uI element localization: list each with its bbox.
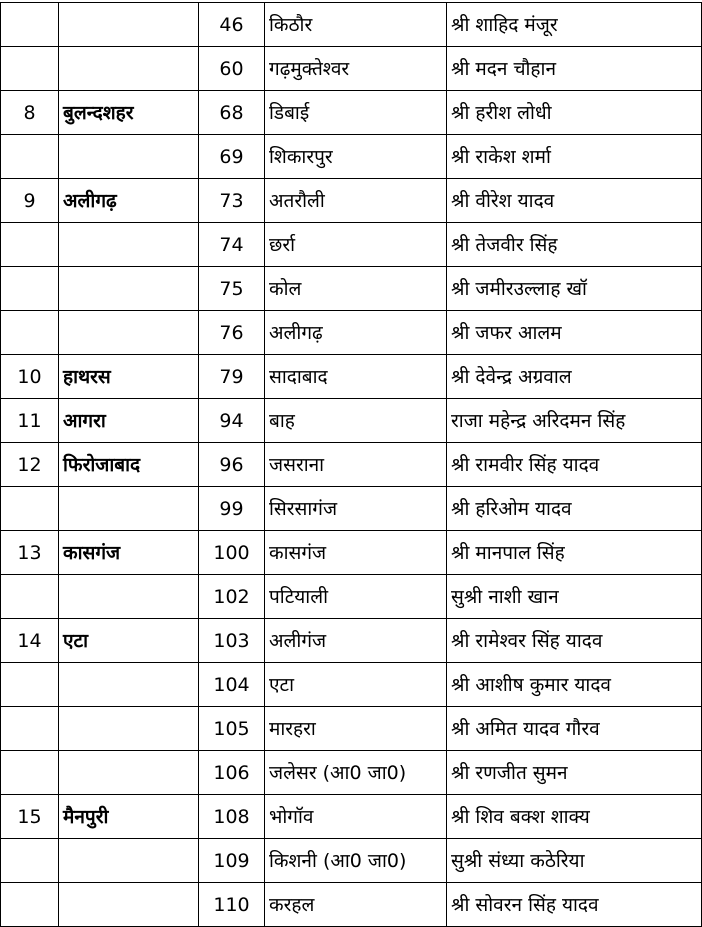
district-name-cell: अलीगढ़ bbox=[59, 179, 199, 223]
constituency-name-cell: एटा bbox=[265, 663, 447, 707]
constituency-number-cell: 46 bbox=[199, 3, 265, 47]
constituency-name-cell: करहल bbox=[265, 883, 447, 927]
district-name-cell: फिरोजाबाद bbox=[59, 443, 199, 487]
candidate-name-cell: श्री शाहिद मंजूर bbox=[447, 3, 702, 47]
constituency-number-cell: 60 bbox=[199, 47, 265, 91]
district-name-cell bbox=[59, 487, 199, 531]
candidate-name-cell: श्री रामवीर सिंह यादव bbox=[447, 443, 702, 487]
district-serial-cell: 9 bbox=[1, 179, 59, 223]
candidate-name-cell: सुश्री नाशी खान bbox=[447, 575, 702, 619]
candidate-name-cell: श्री आशीष कुमार यादव bbox=[447, 663, 702, 707]
district-name-cell: कासगंज bbox=[59, 531, 199, 575]
district-serial-cell bbox=[1, 47, 59, 91]
candidate-name-cell: श्री रणजीत सुमन bbox=[447, 751, 702, 795]
table-row bbox=[1, 443, 702, 487]
candidate-name-cell: श्री मदन चौहान bbox=[447, 47, 702, 91]
table-row bbox=[1, 91, 702, 135]
table-row bbox=[1, 883, 702, 927]
table-row bbox=[1, 575, 702, 619]
table-row bbox=[1, 135, 702, 179]
district-serial-cell bbox=[1, 663, 59, 707]
district-serial-cell: 15 bbox=[1, 795, 59, 839]
district-serial-cell bbox=[1, 707, 59, 751]
district-name-cell bbox=[59, 311, 199, 355]
constituency-name-cell: किशनी (आ0 जा0) bbox=[265, 839, 447, 883]
district-serial-cell bbox=[1, 311, 59, 355]
constituency-number-cell: 100 bbox=[199, 531, 265, 575]
district-serial-cell bbox=[1, 223, 59, 267]
constituency-name-cell: सादाबाद bbox=[265, 355, 447, 399]
district-serial-cell: 10 bbox=[1, 355, 59, 399]
table-row bbox=[1, 531, 702, 575]
constituency-number-cell: 74 bbox=[199, 223, 265, 267]
district-name-cell bbox=[59, 47, 199, 91]
district-name-cell bbox=[59, 3, 199, 47]
table-row bbox=[1, 267, 702, 311]
constituency-number-cell: 94 bbox=[199, 399, 265, 443]
district-name-cell: हाथरस bbox=[59, 355, 199, 399]
candidate-name-cell: श्री सोवरन सिंह यादव bbox=[447, 883, 702, 927]
constituency-number-cell: 68 bbox=[199, 91, 265, 135]
constituency-number-cell: 99 bbox=[199, 487, 265, 531]
candidate-name-cell: श्री शिव बक्श शाक्य bbox=[447, 795, 702, 839]
constituency-name-cell: कासगंज bbox=[265, 531, 447, 575]
table-row bbox=[1, 223, 702, 267]
constituency-number-cell: 102 bbox=[199, 575, 265, 619]
constituency-number-cell: 103 bbox=[199, 619, 265, 663]
constituency-name-cell: जसराना bbox=[265, 443, 447, 487]
table-row bbox=[1, 179, 702, 223]
candidate-name-cell: श्री वीरेश यादव bbox=[447, 179, 702, 223]
district-name-cell: बुलन्दशहर bbox=[59, 91, 199, 135]
table-body bbox=[1, 3, 702, 927]
district-serial-cell: 12 bbox=[1, 443, 59, 487]
table-row bbox=[1, 795, 702, 839]
district-serial-cell bbox=[1, 575, 59, 619]
district-serial-cell bbox=[1, 839, 59, 883]
table-row bbox=[1, 3, 702, 47]
candidate-name-cell: श्री राकेश शर्मा bbox=[447, 135, 702, 179]
district-name-cell bbox=[59, 707, 199, 751]
candidate-name-cell: श्री अमित यादव गौरव bbox=[447, 707, 702, 751]
candidate-name-cell: श्री हरिओम यादव bbox=[447, 487, 702, 531]
constituency-number-cell: 69 bbox=[199, 135, 265, 179]
constituency-name-cell: अलीगंज bbox=[265, 619, 447, 663]
constituency-number-cell: 76 bbox=[199, 311, 265, 355]
constituency-number-cell: 79 bbox=[199, 355, 265, 399]
district-serial-cell: 14 bbox=[1, 619, 59, 663]
constituency-name-cell: सिरसागंज bbox=[265, 487, 447, 531]
district-serial-cell bbox=[1, 883, 59, 927]
candidate-name-cell: राजा महेन्द्र अरिदमन सिंह bbox=[447, 399, 702, 443]
district-name-cell bbox=[59, 839, 199, 883]
district-name-cell bbox=[59, 267, 199, 311]
constituency-number-cell: 110 bbox=[199, 883, 265, 927]
district-name-cell bbox=[59, 223, 199, 267]
constituency-name-cell: जलेसर (आ0 जा0) bbox=[265, 751, 447, 795]
table-row bbox=[1, 487, 702, 531]
constituency-name-cell: बाह bbox=[265, 399, 447, 443]
district-name-cell bbox=[59, 135, 199, 179]
candidate-name-cell: श्री देवेन्द्र अग्रवाल bbox=[447, 355, 702, 399]
district-serial-cell bbox=[1, 267, 59, 311]
constituency-number-cell: 105 bbox=[199, 707, 265, 751]
table-row bbox=[1, 839, 702, 883]
candidate-name-cell: सुश्री संध्या कठेरिया bbox=[447, 839, 702, 883]
constituency-name-cell: मारहरा bbox=[265, 707, 447, 751]
district-name-cell: आगरा bbox=[59, 399, 199, 443]
district-name-cell: एटा bbox=[59, 619, 199, 663]
district-serial-cell bbox=[1, 3, 59, 47]
constituency-name-cell: छर्रा bbox=[265, 223, 447, 267]
candidate-name-cell: श्री जफर आलम bbox=[447, 311, 702, 355]
constituency-name-cell: भोगॉव bbox=[265, 795, 447, 839]
candidate-table bbox=[0, 2, 702, 927]
constituency-name-cell: अलीगढ़ bbox=[265, 311, 447, 355]
candidate-name-cell: श्री जमीरउल्लाह खॉ bbox=[447, 267, 702, 311]
constituency-name-cell: पटियाली bbox=[265, 575, 447, 619]
candidate-name-cell: श्री तेजवीर सिंह bbox=[447, 223, 702, 267]
district-serial-cell bbox=[1, 751, 59, 795]
district-name-cell: मैनपुरी bbox=[59, 795, 199, 839]
district-name-cell bbox=[59, 663, 199, 707]
district-serial-cell bbox=[1, 487, 59, 531]
constituency-number-cell: 73 bbox=[199, 179, 265, 223]
constituency-name-cell: अतरौली bbox=[265, 179, 447, 223]
candidate-name-cell: श्री रामेश्वर सिंह यादव bbox=[447, 619, 702, 663]
table-row bbox=[1, 751, 702, 795]
constituency-name-cell: शिकारपुर bbox=[265, 135, 447, 179]
table-row bbox=[1, 707, 702, 751]
candidate-name-cell: श्री मानपाल सिंह bbox=[447, 531, 702, 575]
district-name-cell bbox=[59, 575, 199, 619]
table-row bbox=[1, 619, 702, 663]
table-row bbox=[1, 47, 702, 91]
constituency-number-cell: 104 bbox=[199, 663, 265, 707]
district-serial-cell bbox=[1, 135, 59, 179]
district-serial-cell: 11 bbox=[1, 399, 59, 443]
table-row bbox=[1, 311, 702, 355]
district-serial-cell: 8 bbox=[1, 91, 59, 135]
constituency-number-cell: 96 bbox=[199, 443, 265, 487]
constituency-name-cell: किठौर bbox=[265, 3, 447, 47]
constituency-name-cell: कोल bbox=[265, 267, 447, 311]
table-row bbox=[1, 663, 702, 707]
constituency-number-cell: 109 bbox=[199, 839, 265, 883]
table-row bbox=[1, 355, 702, 399]
constituency-name-cell: गढ़मुक्तेश्वर bbox=[265, 47, 447, 91]
constituency-number-cell: 75 bbox=[199, 267, 265, 311]
candidate-name-cell: श्री हरीश लोधी bbox=[447, 91, 702, 135]
constituency-number-cell: 106 bbox=[199, 751, 265, 795]
district-name-cell bbox=[59, 883, 199, 927]
district-name-cell bbox=[59, 751, 199, 795]
constituency-number-cell: 108 bbox=[199, 795, 265, 839]
district-serial-cell: 13 bbox=[1, 531, 59, 575]
constituency-name-cell: डिबाई bbox=[265, 91, 447, 135]
table-row bbox=[1, 399, 702, 443]
